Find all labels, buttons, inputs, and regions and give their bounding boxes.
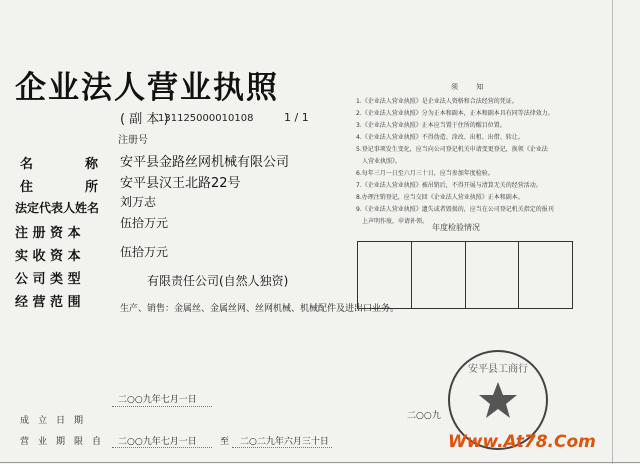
notice-title: 须 知 — [451, 83, 492, 91]
notice-line: 3.《企业法人营业执照》正本应当置于住所的醒目位置。 — [356, 122, 506, 129]
operating-to-label: 至 — [220, 437, 230, 447]
notice-line: 人营业执照》。 — [356, 158, 402, 165]
legal-representative: 刘万志 — [120, 195, 157, 209]
notice-line: 9.《企业法人营业执照》遗失或者毁损的，应当在公司登记机关指定的报刊 — [356, 206, 554, 213]
business-scope: 生产、销售：金属丝、金属丝网、丝网机械、机械配件及进出口业务。 — [120, 304, 400, 314]
document-title: 企业法人营业执照 — [15, 70, 279, 106]
business-scope-label: 经 营 范 围 — [15, 295, 81, 310]
company-type: 有限责任公司(自然人独资) — [147, 274, 289, 288]
notice-line: 1.《企业法人营业执照》是企业法人资格和合法经营的凭证。 — [356, 98, 518, 105]
notice-text — [356, 96, 616, 228]
paid-capital-label: 实 收 资 本 — [15, 249, 81, 264]
scan-edge — [612, 0, 613, 464]
copy-label: ( 副 本 ) — [120, 112, 169, 127]
seal-text: 安平县工商行 — [468, 364, 528, 375]
legal-rep-label: 法定代表人姓名 — [15, 201, 100, 215]
operating-to: 二○二九年六月三十日 — [240, 437, 329, 447]
inspection-cell — [519, 242, 572, 308]
notice-line: 7.《企业法人营业执照》被吊销后，不得开展与清算无关的经营活动。 — [356, 182, 542, 189]
inspection-title: 年度检验情况 — [432, 223, 480, 232]
issue-date: 二○○九年七月一日 — [118, 395, 197, 405]
scan-bottom-edge — [0, 462, 640, 463]
company-name: 安平县金路丝网机械有限公司 — [120, 155, 290, 170]
notice-line: 5.登记事项发生变化，应当向公司登记机关申请变更登记，换领《企业法 — [356, 146, 548, 153]
operating-period-label: 营 业 期 限 自 — [20, 437, 102, 447]
notice-line: 8.办理注销登记，应当交回《企业法人营业执照》正本和副本。 — [356, 194, 524, 201]
notice-line: 4.《企业法人营业执照》不得伪造、涂改、出租、出借、转让。 — [356, 134, 524, 141]
inspection-cell — [412, 242, 466, 308]
inspection-cell — [466, 242, 520, 308]
registration-number: 131125000010108 — [158, 113, 254, 124]
established-label: 成 立 日 期 — [20, 416, 84, 426]
operating-from: 二○○九年七月一日 — [118, 437, 197, 447]
registration-label: 注册号 — [118, 135, 148, 146]
registered-capital: 伍拾万元 — [120, 216, 169, 230]
company-address: 安平县汉王北路22号 — [120, 176, 241, 191]
notice-line: 6.每年三月一日至六月三十日，应当参加年度检验。 — [356, 170, 494, 177]
company-type-label: 公 司 类 型 — [15, 272, 81, 287]
page-number: 1 / 1 — [284, 111, 309, 124]
stamp-date: 二○○九 — [407, 411, 441, 421]
inspection-cell — [358, 242, 412, 308]
notice-line: 上声明作废，申请补领。 — [356, 218, 429, 225]
watermark: Www.At78.Com — [448, 432, 596, 452]
inspection-table — [357, 241, 573, 309]
registered-capital-label: 注 册 资 本 — [15, 226, 81, 241]
paid-capital: 伍拾万元 — [120, 245, 169, 259]
notice-line: 2.《企业法人营业执照》分为正本和副本，正本和副本具有同等法律效力。 — [356, 110, 554, 117]
address-label: 住 所 — [20, 180, 99, 195]
name-label: 名 称 — [20, 157, 99, 172]
